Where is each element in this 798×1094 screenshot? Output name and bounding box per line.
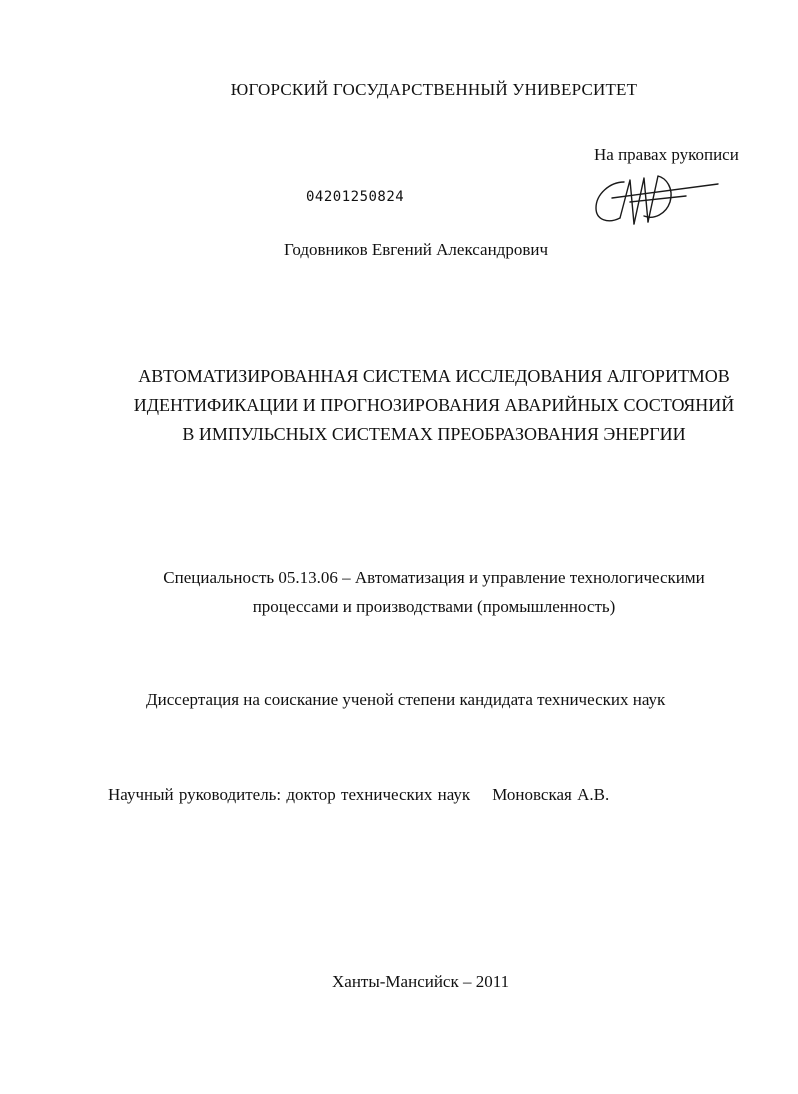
supervisor-label: Научный руководитель: доктор технических наук xyxy=(108,785,471,804)
scientific-supervisor xyxy=(108,785,609,805)
supervisor-name: Моновская А.В. xyxy=(492,785,610,804)
specialty-line: Специальность 05.13.06 – Автоматизация и управление технологическими xyxy=(163,568,705,587)
manuscript-rights-note: На правах рукописи xyxy=(594,145,739,164)
degree-statement: Диссертация на соискание ученой степени кандидата технических наук xyxy=(146,690,666,709)
title-line: АВТОМАТИЗИРОВАННАЯ СИСТЕМА ИССЛЕДОВАНИЯ АЛГОРИТМОВ xyxy=(138,366,730,386)
registration-code: 04201250824 xyxy=(306,189,405,205)
university-name: ЮГОРСКИЙ ГОСУДАРСТВЕННЫЙ УНИВЕРСИТЕТ xyxy=(230,80,638,99)
title-line: ИДЕНТИФИКАЦИИ И ПРОГНОЗИРОВАНИЯ АВАРИЙНЫХ СОСТОЯНИЙ xyxy=(133,395,735,415)
place-and-year: Ханты-Мансийск – 2011 xyxy=(332,972,510,991)
specialty xyxy=(0,563,798,621)
specialty-line: процессами и производствами (промышленность) xyxy=(252,597,616,616)
author-signature xyxy=(590,168,720,230)
dissertation-title xyxy=(0,362,798,449)
title-line: В ИМПУЛЬСНЫХ СИСТЕМАХ ПРЕОБРАЗОВАНИЯ ЭНЕРГИИ xyxy=(182,424,686,444)
author-name: Годовников Евгений Александрович xyxy=(284,240,548,259)
